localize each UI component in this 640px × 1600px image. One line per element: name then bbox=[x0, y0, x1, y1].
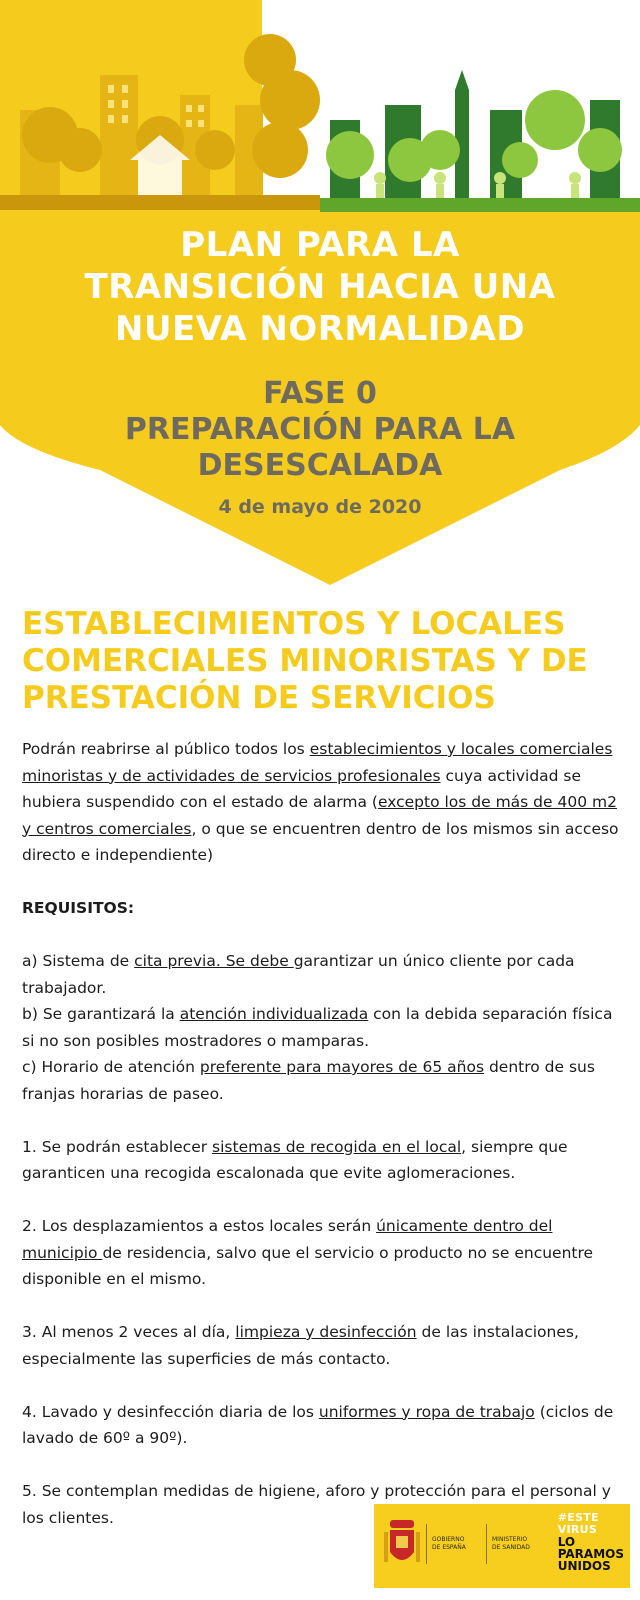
requisito-c: c) Horario de atención preferente para mayores de 65 años dentro de sus franjas horarias de paseo. bbox=[22, 1058, 595, 1103]
document-body bbox=[22, 736, 622, 1531]
section-title: ESTABLECIMIENTOS Y LOCALES COMERCIALES MINORISTAS Y DE PRESTACIÓN DE SERVICIOS bbox=[22, 606, 588, 716]
header-banner bbox=[0, 0, 640, 600]
coat-of-arms-icon bbox=[382, 1516, 422, 1576]
requisito-b: b) Se garantizará la atención individualizada con la debida separación física si no son posibles mostradores o mamparas. bbox=[22, 1005, 613, 1050]
footer-logos bbox=[374, 1504, 630, 1588]
campaign-logo: #ESTE VIRUS LO PARAMOS UNIDOS bbox=[557, 1511, 624, 1573]
item-2: 2. Los desplazamientos a estos locales serán únicamente dentro del municipio de residencia, salvo que el servicio o producto no se encuentre disponible en el mismo. bbox=[22, 1217, 594, 1288]
government-label: GOBIERNO DE ESPAÑA bbox=[432, 1536, 466, 1551]
item-4: 4. Lavado y desinfección diaria de los uniformes y ropa de trabajo (ciclos de lavado de 60º a 90º). bbox=[22, 1402, 614, 1447]
ministry-label: MINISTERIO DE SANIDAD bbox=[492, 1536, 530, 1551]
main-title: PLAN PARA LA TRANSICIÓN HACIA UNA NUEVA NORMALIDAD bbox=[84, 225, 556, 349]
item-5: 5. Se contemplan medidas de higiene, aforo y protección para el personal y los clientes. bbox=[22, 1482, 611, 1527]
item-3: 3. Al menos 2 veces al día, limpieza y desinfección de las instalaciones, especialmente las superficies de más contacto. bbox=[22, 1323, 579, 1368]
requisito-a: a) Sistema de cita previa. Se debe garantizar un único cliente por cada trabajador. bbox=[22, 952, 575, 997]
intro-paragraph: Podrán reabrirse al público todos los establecimientos y locales comerciales minoristas y de actividades de servicios profesionales cuya actividad se hubiera suspendido con el estado de alarma (excepto los de más de 400 m2 y centros comerciales, o que se encuentren dentro de los mismos sin acceso directo e independiente) bbox=[22, 740, 619, 864]
item-1: 1. Se podrán establecer sistemas de recogida en el local, siempre que garanticen una recogida escalonada que evite aglomeraciones. bbox=[22, 1137, 568, 1182]
phase-title: FASE 0 PREPARACIÓN PARA LA DESESCALADA bbox=[124, 376, 516, 483]
requisitos-heading: REQUISITOS: bbox=[22, 899, 135, 917]
document-date: 4 de mayo de 2020 bbox=[218, 496, 422, 518]
